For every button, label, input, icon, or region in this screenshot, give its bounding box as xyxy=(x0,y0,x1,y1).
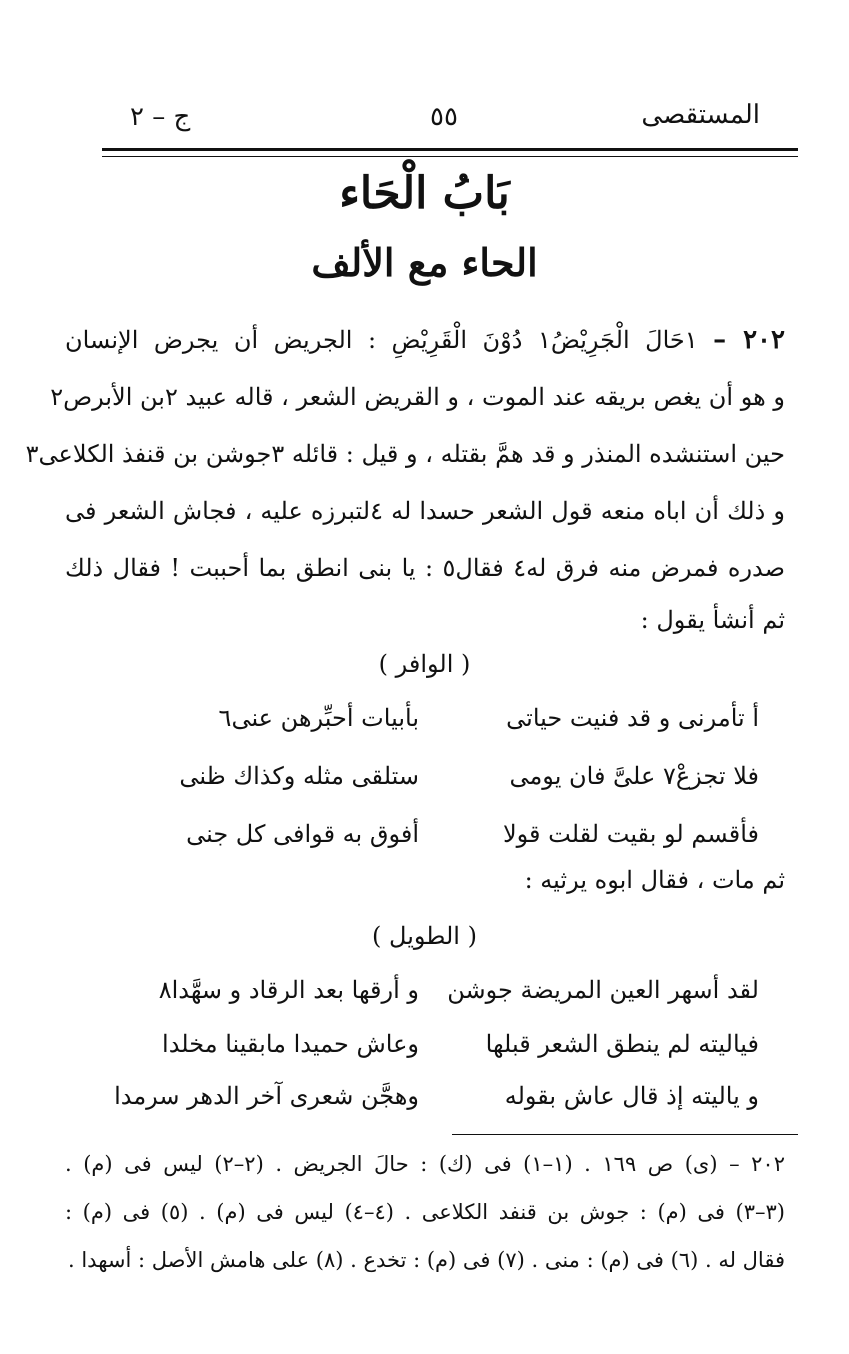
footnote-line: ٢٠٢ – (ى) ص ١٦٩ . (١–١) فى (ك) : حالَ الجريض . (٢–٢) ليس فى (م) . xyxy=(65,1152,785,1176)
book-title: المستقصى xyxy=(641,100,760,130)
verse-first-hemistich: فلا تجزعْ٧ علىَّ فان يومى xyxy=(509,762,759,790)
verse-first-hemistich: أ تأمرنى و قد فنيت حياتى xyxy=(506,704,759,732)
header-rule-thin xyxy=(102,156,798,157)
verse-first-hemistich: فياليته لم ينطق الشعر قبلها xyxy=(485,1030,759,1058)
entry-line: و ذلك أن اباه منعه قول الشعر حسدا له ٤لتبرزه عليه ، فجاش الشعر فى xyxy=(65,497,785,525)
footnote-rule xyxy=(452,1134,798,1135)
verse-second-hemistich: بأبيات أحبِّرهن عنى٦ xyxy=(218,704,419,732)
verse-second-hemistich: و أرقها بعد الرقاد و سهَّدا٨ xyxy=(158,976,419,1004)
entry-line: حين استنشده المنذر و قد همَّ بقتله ، و قيل : قائله ٣جوشن بن قنفذ الكلاعى٣ xyxy=(25,440,785,468)
poem2-meter: ( الطويل ) xyxy=(372,922,477,950)
section-title: الحاء مع الألف xyxy=(311,240,538,285)
entry-line: ٢٠٢ – ١حَالَ الْجَرِيْضُ١ دُوْنَ الْقَرِيْضِ : الجريض أن يجرض الإنسان xyxy=(65,325,785,355)
poem1-verse xyxy=(119,762,759,818)
entry-number: ٢٠٢ – xyxy=(713,325,785,355)
poem1-verse xyxy=(119,704,759,760)
verse-second-hemistich: أفوق به قوافى كل جنى xyxy=(186,820,419,848)
volume-label: ج – ٢ xyxy=(130,102,191,132)
entry-paragraph xyxy=(25,312,786,643)
chapter-title: بَابُ الْحَاء xyxy=(339,168,510,219)
footnote-line: (٣–٣) فى (م) : جوش بن قنفد الكلاعى . (٤–٤) ليس فى (م) . (٥) فى (م) : xyxy=(65,1200,785,1224)
poem1-meter: ( الوافر ) xyxy=(378,650,471,678)
entry-line: صدره فمرض منه فرق له٤ فقال٥ : يا بنى انطق بما أحببت ! فقال ذلك xyxy=(65,554,786,582)
verse-second-hemistich: وعاش حميدا مابقينا مخلدا xyxy=(162,1030,419,1058)
poem2-verse xyxy=(119,1030,759,1086)
verse-second-hemistich: وهجَّن شعرى آخر الدهر سرمدا xyxy=(114,1082,419,1110)
poem2-verse xyxy=(114,1082,759,1138)
header-rule xyxy=(102,148,798,151)
poem2-verse xyxy=(119,976,759,1032)
verse-second-hemistich: ستلقى مثله وكذاك ظنى xyxy=(179,762,419,790)
page-number: ٥٥ xyxy=(430,102,458,132)
running-header xyxy=(100,100,800,148)
verse-first-hemistich: و ياليته إذ قال عاش بقوله xyxy=(504,1082,759,1110)
transition-line: ثم مات ، فقال ابوه يرثيه : xyxy=(524,866,785,894)
footnote-line: فقال له . (٦) فى (م) : منى . (٧) فى (م) : تخدع . (٨) على هامش الأصل : أسهدا . xyxy=(67,1248,785,1272)
entry-line: ثم أنشأ يقول : xyxy=(640,606,785,634)
entry-line: و هو أن يغص بريقه عند الموت ، و القريض الشعر ، قاله عبيد ٢بن الأبرص٢ xyxy=(50,383,785,411)
verse-first-hemistich: فأقسم لو بقيت لقلت قولا xyxy=(502,820,759,848)
verse-first-hemistich: لقد أسهر العين المريضة جوشن xyxy=(447,976,759,1004)
